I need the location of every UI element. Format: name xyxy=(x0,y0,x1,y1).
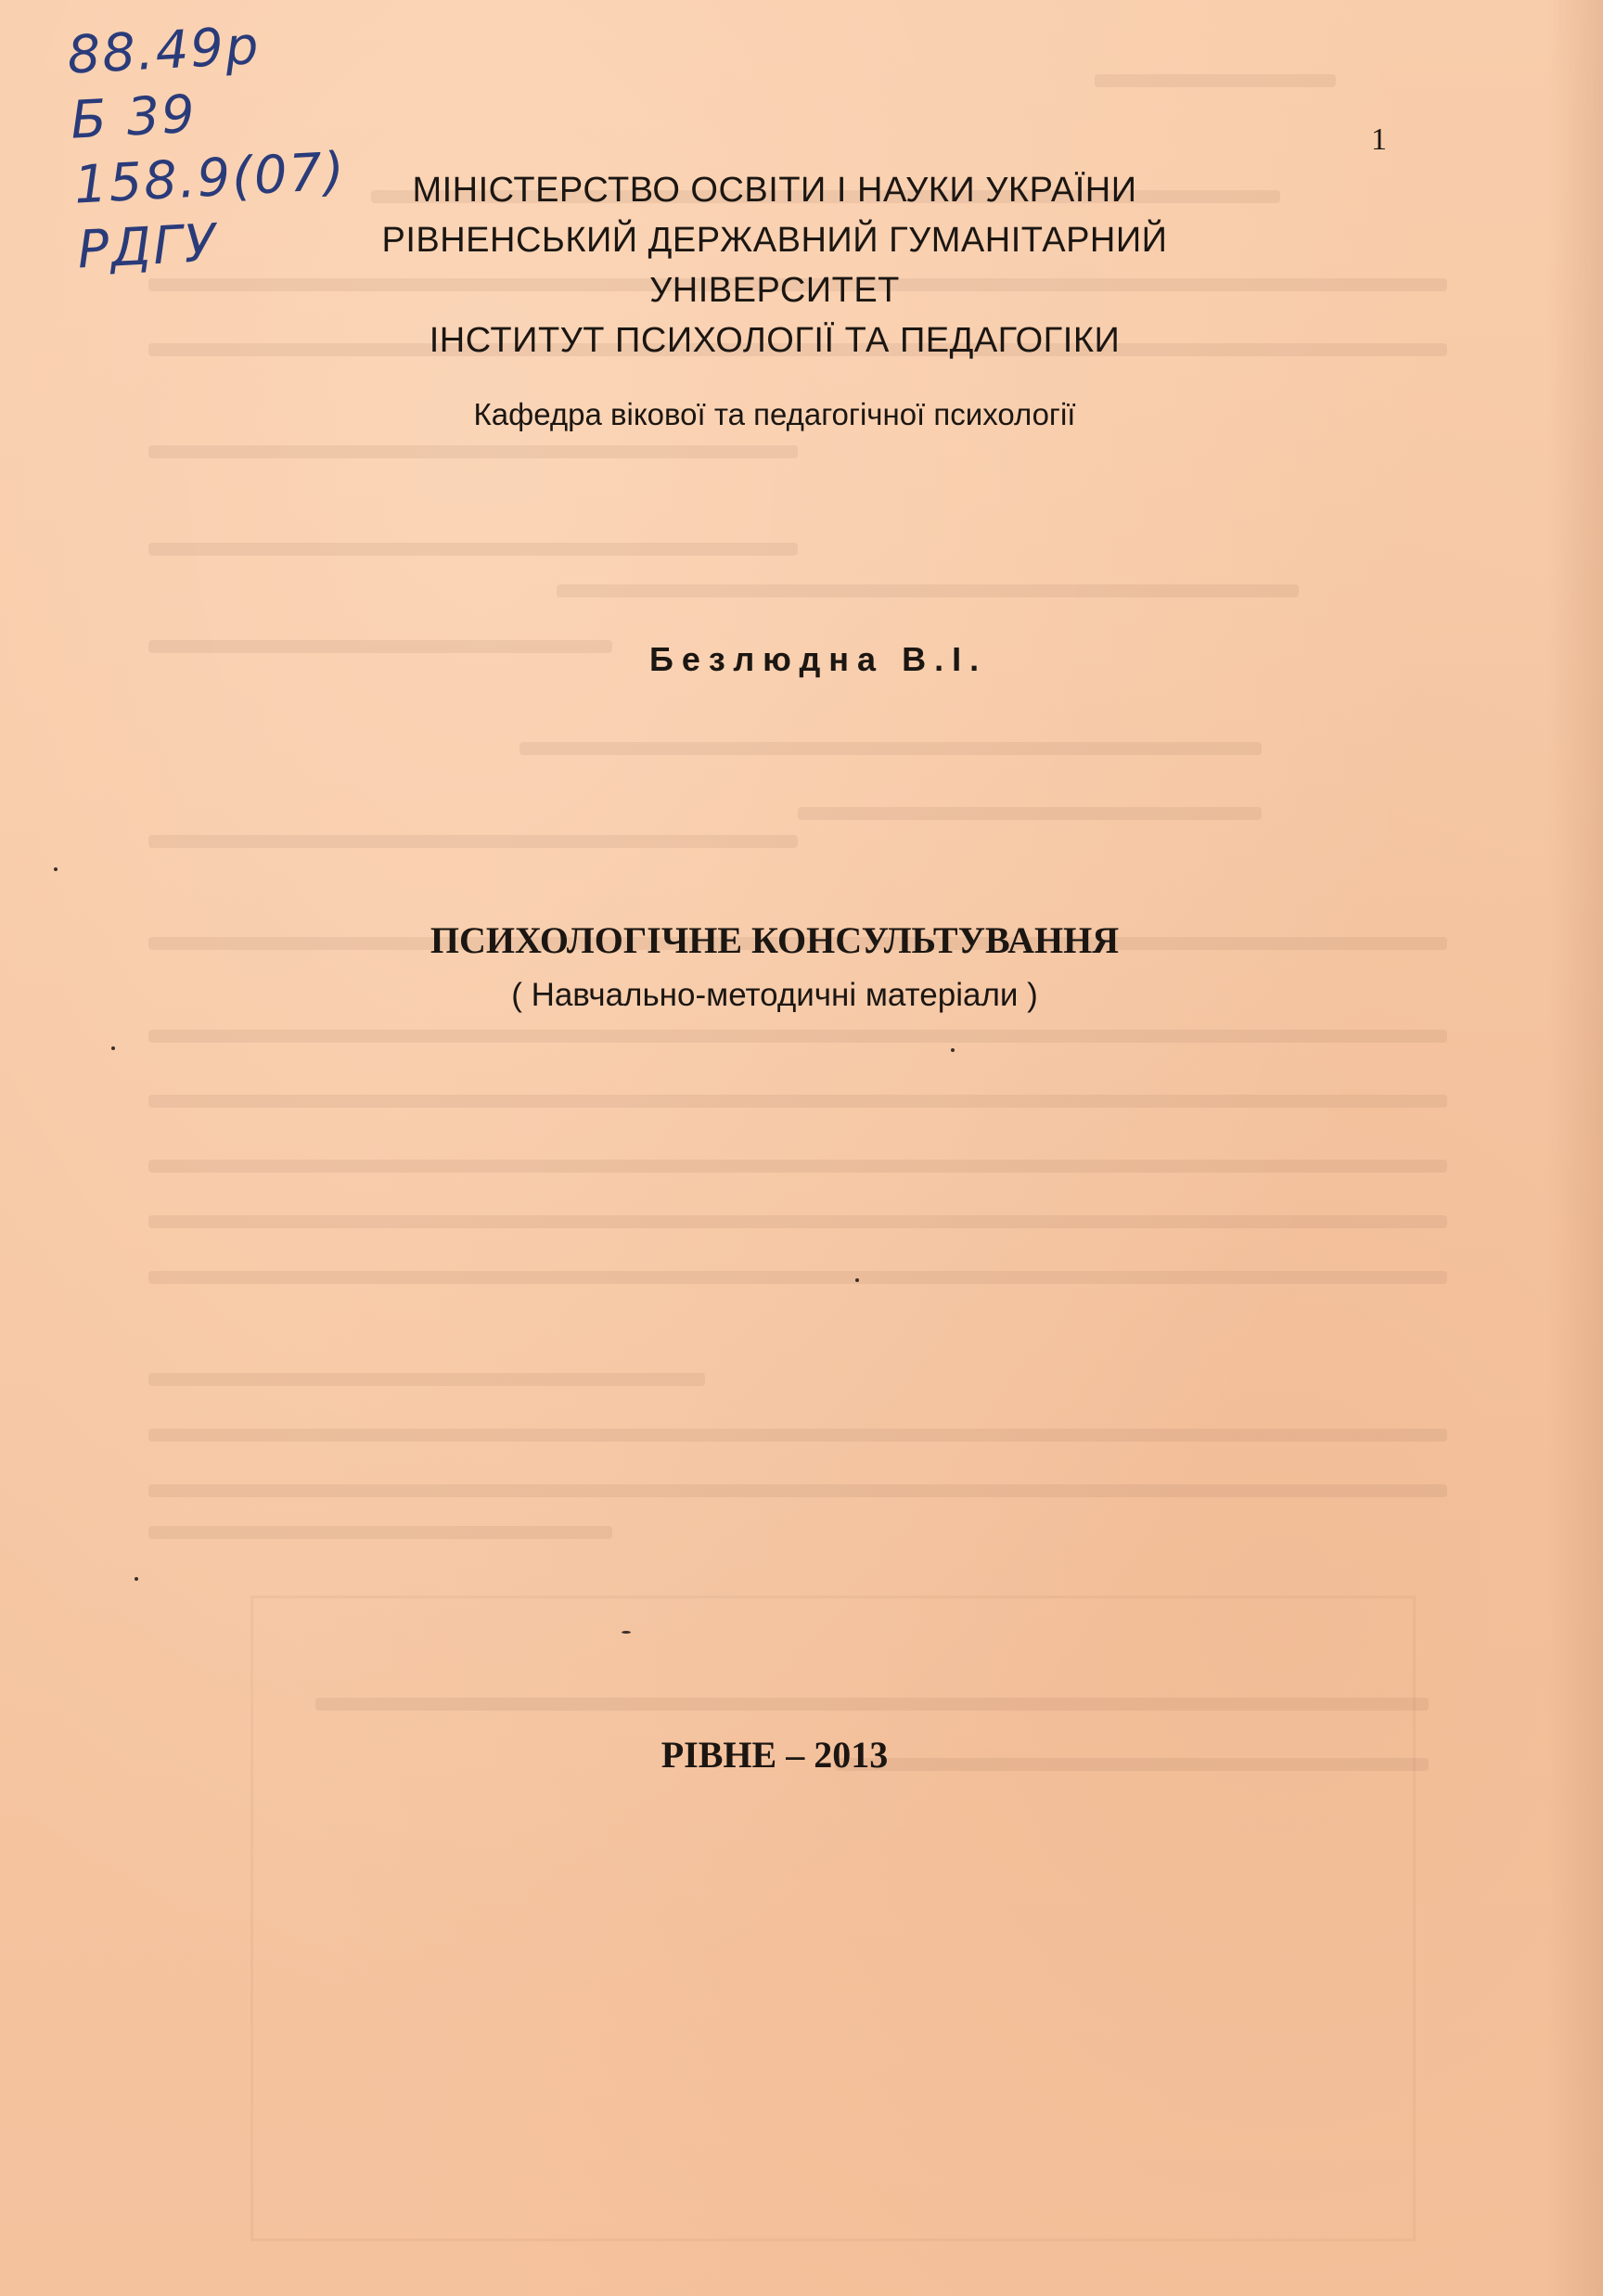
paper-speck xyxy=(951,1048,955,1052)
university-line: РІВНЕНСЬКИЙ ДЕРЖАВНИЙ ГУМАНІТАРНИЙ xyxy=(381,221,1168,260)
ministry-line: МІНІСТЕРСТВО ОСВІТИ І НАУКИ УКРАЇНИ xyxy=(412,171,1137,210)
department-name: Кафедра вікової та педагогічної психології xyxy=(473,397,1076,431)
document-title: ПСИХОЛОГІЧНЕ КОНСУЛЬТУВАННЯ xyxy=(430,919,1120,961)
paper-edge-shading xyxy=(1547,0,1603,2296)
handwritten-mark: Б 39 xyxy=(69,83,199,151)
document-subtitle: ( Навчально-методичні матеріали ) xyxy=(511,977,1038,1013)
institute-line: ІНСТИТУТ ПСИХОЛОГІЇ ТА ПЕДАГОГІКИ xyxy=(429,321,1121,360)
university-line-cont: УНІВЕРСИТЕТ xyxy=(649,271,900,310)
author-name: Безлюдна В.І. xyxy=(649,640,988,678)
paper-speck xyxy=(622,1631,631,1634)
handwritten-mark: 158.9(07) xyxy=(72,141,348,216)
paper-speck xyxy=(135,1577,138,1581)
handwritten-mark: РДГУ xyxy=(75,212,220,281)
paper-speck xyxy=(855,1278,859,1282)
faint-stamp-outline xyxy=(250,1596,1416,2241)
handwritten-mark: 88.49р xyxy=(65,15,262,86)
institution-header xyxy=(306,165,1243,366)
page-number: 1 xyxy=(1371,122,1387,157)
city-year: РІВНЕ – 2013 xyxy=(660,1734,889,1776)
paper-speck xyxy=(111,1046,115,1050)
paper-speck xyxy=(54,867,58,871)
